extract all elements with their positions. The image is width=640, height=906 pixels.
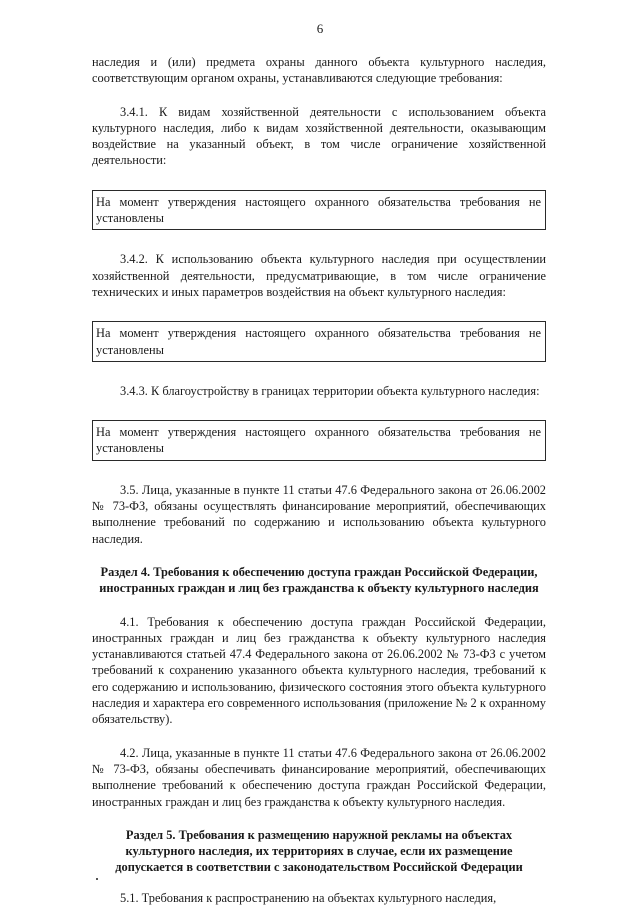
paragraph-3-4-1: 3.4.1. К видам хозяйственной деятельности с использованием объекта культурного наследия, либо к видам хозяйственной деятельности, оказывающим воздействие на указанный объект, в том числе ограничение хозяйственной деятельности: [92, 104, 546, 168]
paragraph-3-4-2: 3.4.2. К использованию объекта культурного наследия при осуществлении хозяйственной деятельности, предусматривающие, в том числе ограничение технических и иных параметров воздействия на объект культурного наследия: [92, 252, 546, 299]
intro-paragraph: наследия и (или) предмета охраны данного объекта культурного наследия, соответствующим органом охраны, устанавливаются следующие требования: [92, 55, 546, 86]
scan-speck [96, 878, 98, 880]
paragraph-3-5: 3.5. Лица, указанные в пункте 11 статьи 47.6 Федерального закона от 26.06.2002 № 73-ФЗ, обязаны осуществлять финансирование мероприятий, обеспечивающих выполнение требований по содержанию и использованию объекта культурного наследия. [92, 482, 546, 546]
paragraph-5-1: 5.1. Требования к распространению на объектах культурного наследия, [120, 890, 497, 905]
requirements-box-1: На момент утверждения настоящего охранного обязательства требования не установлены [92, 190, 546, 231]
section-5-title: Раздел 5. Требования к размещению наружной рекламы на объектах культурного наследия, их территориях в случае, если их размещение допускается в соответствии с законодательством Российской Федерации [115, 827, 523, 875]
section-4-title: Раздел 4. Требования к обеспечению доступа граждан Российской Федерации, иностранных граждан и лиц без гражданства к объекту культурного наследия [99, 564, 539, 596]
document-body [92, 54, 546, 906]
paragraph-4-2: 4.2. Лица, указанные в пункте 11 статьи 47.6 Федерального закона от 26.06.2002 № 73-ФЗ, обязаны обеспечивать финансирование мероприятий, обеспечивающих выполнение требований к обеспечению доступа граждан Российской Федерации, иностранных граждан и лиц без гражданства к объекту культурного наследия. [92, 745, 546, 809]
requirements-box-2: На момент утверждения настоящего охранного обязательства требования не установлены [92, 321, 546, 362]
paragraph-3-4-3: 3.4.3. К благоустройству в границах территории объекта культурного наследия: [120, 383, 540, 398]
requirements-box-3: На момент утверждения настоящего охранного обязательства требования не установлены [92, 420, 546, 461]
paragraph-4-1: 4.1. Требования к обеспечению доступа граждан Российской Федерации, иностранных граждан и лиц без гражданства к объекту культурного наследия устанавливаются статьей 47.4 Федерального закона от 26.06.2002 № 73-ФЗ с учетом требований к сохранению указанного объекта культурного наследия, требований к его содержанию и использованию, физического состояния этого объекта культурного наследия и характера его современного использования (приложение № 2 к охранному обязательству). [92, 614, 546, 727]
page-number: 6 [316, 21, 324, 36]
